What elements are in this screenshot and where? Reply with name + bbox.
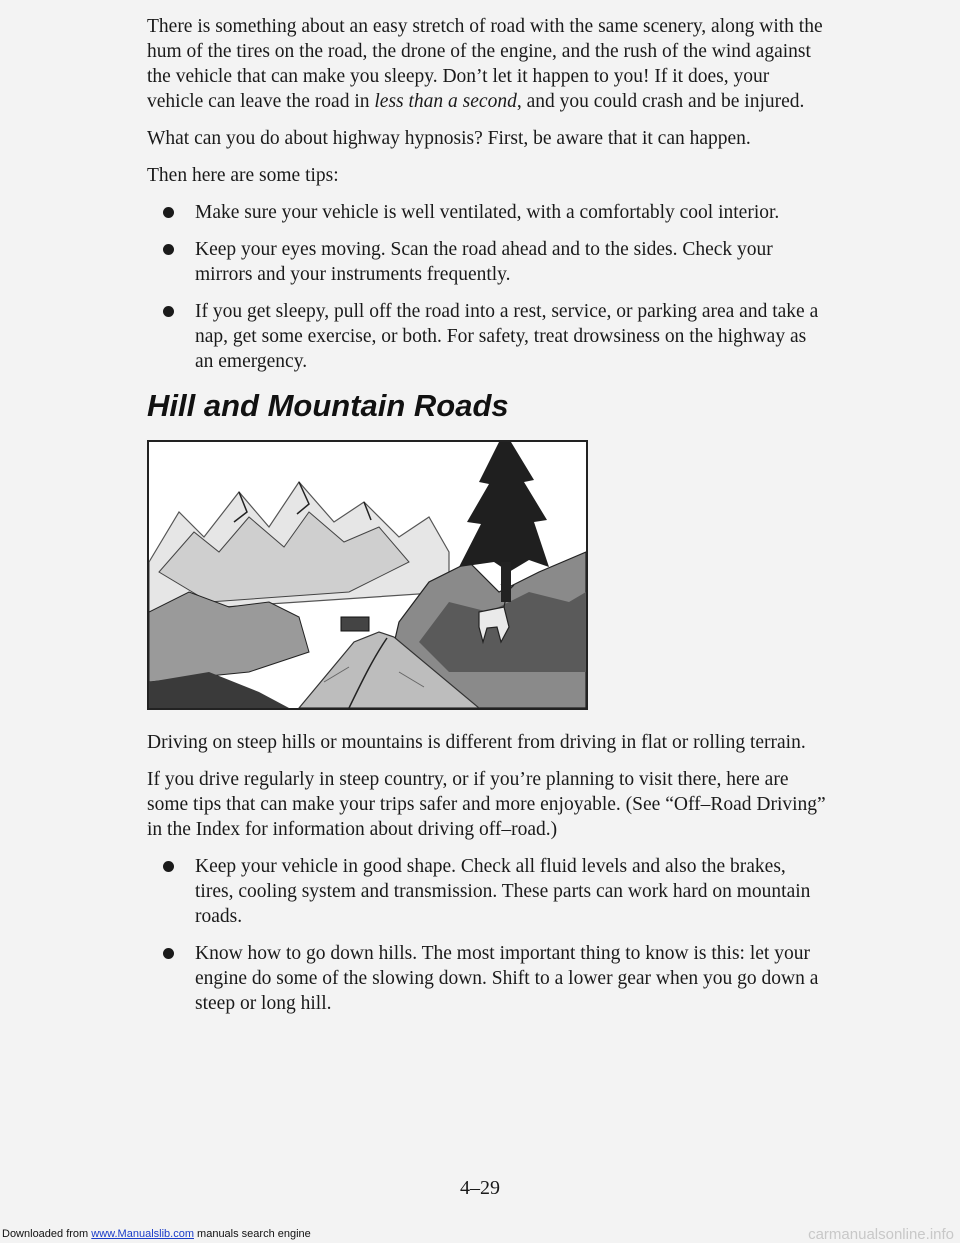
list-item <box>147 299 827 374</box>
section-heading: Hill and Mountain Roads <box>147 388 509 423</box>
mountain-tips-list <box>147 854 827 1016</box>
intro-text-a: There is something about an easy stretch of road with the same scenery, along with the hum of the tires on the road, the drone of the engine, and the rush of the wind against the vehicle that can make you sleepy. Don’t let it happen to you! If it does, your vehicle can leave the road in <box>147 16 823 112</box>
bullet-icon <box>163 244 174 255</box>
list-item-text: If you get sleepy, pull off the road into a rest, service, or parking area and take a nap, get some exercise, or both. For safety, treat drowsiness on the highway as an emergency. <box>195 301 819 372</box>
footer-suffix: manuals search engine <box>193 1228 311 1240</box>
list-item <box>147 854 827 929</box>
mountain-road-illustration <box>147 440 588 710</box>
section-paragraph-1: Driving on steep hills or mountains is different from driving in flat or rolling terrain. <box>147 732 806 753</box>
section-paragraph-2: If you drive regularly in steep country, or if you’re planning to visit there, here are some tips that can make your trips safer and more enjoyable. (See “Off–Road Driving” in the Index for information about driving off–road.) <box>147 769 826 840</box>
intro-paragraph-3: Then here are some tips: <box>147 165 339 186</box>
footer-prefix: Downloaded from <box>2 1228 92 1240</box>
bullet-icon <box>163 948 174 959</box>
intro-paragraph-1 <box>147 14 827 114</box>
intro-text-b: , and you could crash and be injured. <box>516 91 805 112</box>
manualslib-link[interactable]: www.Manualslib.com <box>91 1228 194 1240</box>
bullet-icon <box>163 207 174 218</box>
list-item-text: Know how to go down hills. The most important thing to know is this: let your engine do some of the slowing down. Shift to a lower gear when you go down a steep or long hill. <box>195 943 819 1014</box>
intro-emphasis: less than a second <box>374 91 517 112</box>
list-item <box>147 941 827 1016</box>
list-item <box>147 237 827 287</box>
mountain-scene-image <box>149 442 586 708</box>
intro-paragraph-2: What can you do about highway hypnosis? First, be aware that it can happen. <box>147 128 751 149</box>
bullet-icon <box>163 306 174 317</box>
list-item-text: Keep your vehicle in good shape. Check all fluid levels and also the brakes, tires, cooling system and transmission. These parts can work hard on mountain roads. <box>195 856 811 927</box>
list-item-text: Keep your eyes moving. Scan the road ahead and to the sides. Check your mirrors and your instruments frequently. <box>195 239 773 285</box>
text-column <box>147 14 827 1030</box>
page-number: 4–29 <box>460 1177 500 1199</box>
drowsiness-tips-list <box>147 200 827 374</box>
bullet-icon <box>163 861 174 872</box>
download-footer <box>2 1228 311 1240</box>
list-item-text: Make sure your vehicle is well ventilated, with a comfortably cool interior. <box>195 202 780 223</box>
list-item <box>147 200 827 225</box>
watermark: carmanualsonline.info <box>808 1226 954 1243</box>
